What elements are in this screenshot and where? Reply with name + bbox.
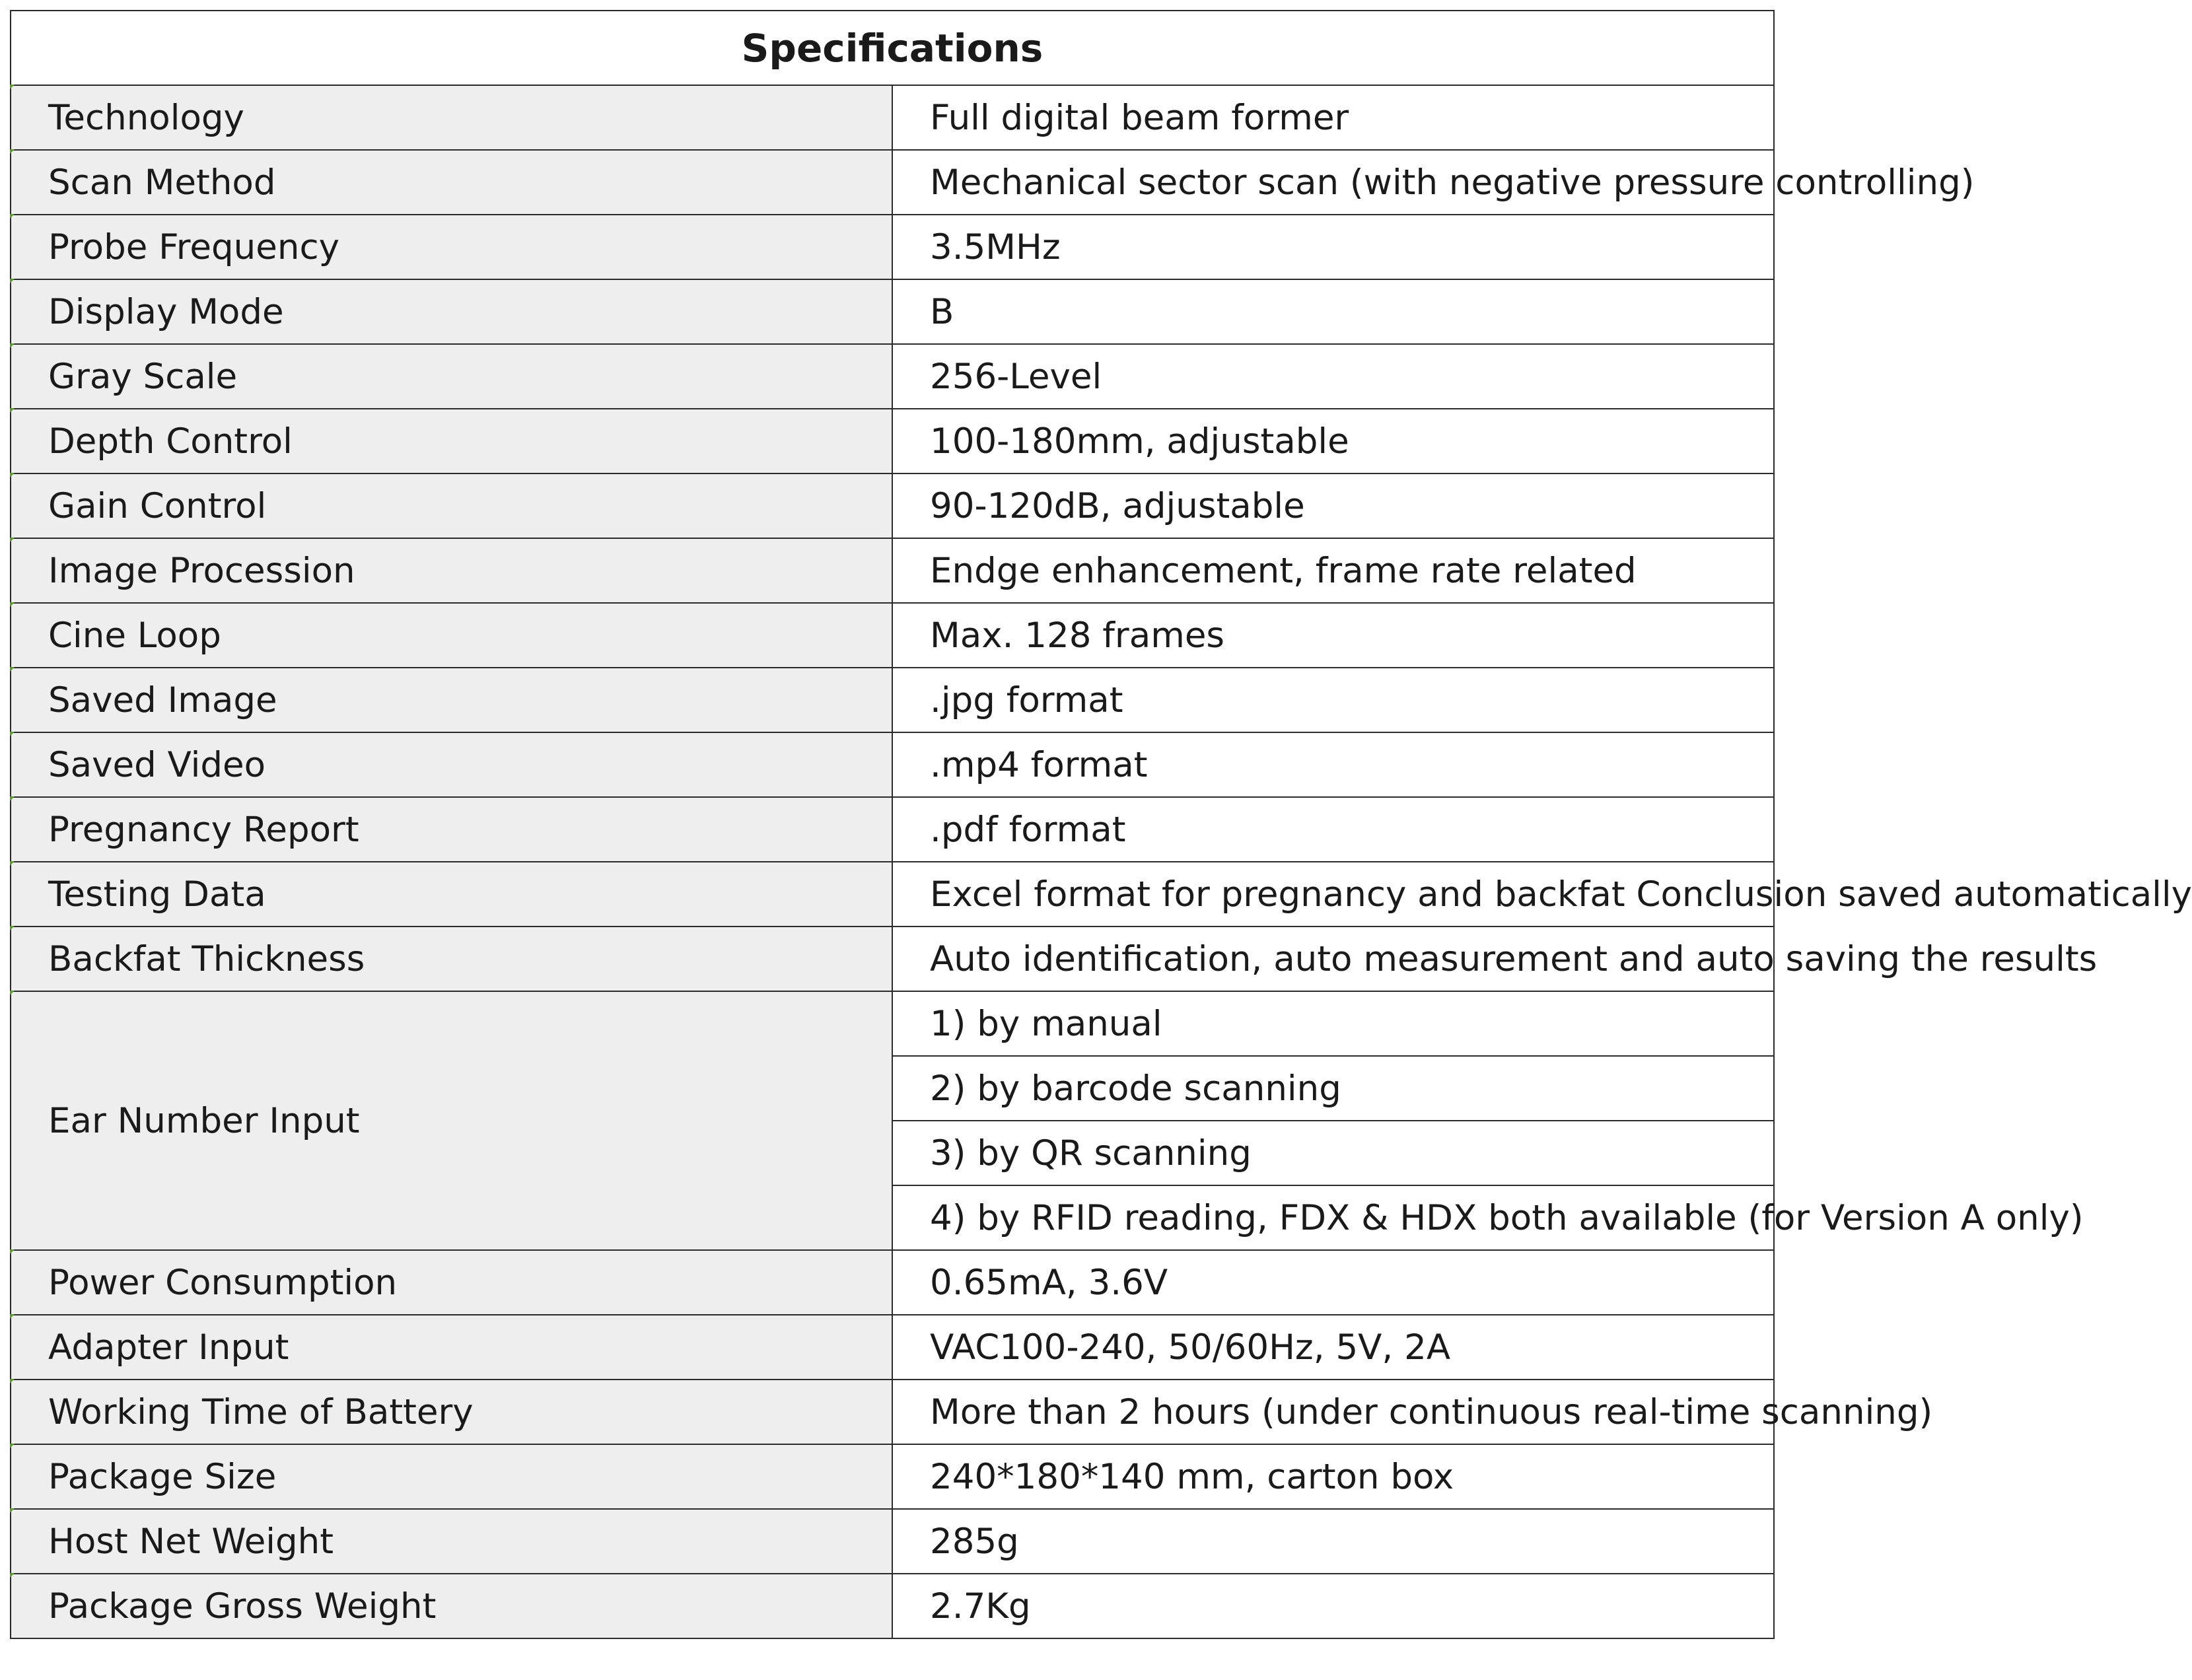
table-row bbox=[11, 1315, 1774, 1380]
table-row bbox=[11, 473, 1774, 538]
spec-label: Saved Image bbox=[11, 668, 892, 732]
spec-label: Package Size bbox=[11, 1444, 892, 1509]
spec-value: .mp4 format bbox=[892, 732, 1774, 797]
spec-label: Testing Data bbox=[11, 862, 892, 927]
spec-value: 4) by RFID reading, FDX & HDX both available (for Version A only) bbox=[892, 1185, 1774, 1250]
table-row-ear-number bbox=[11, 991, 1774, 1056]
table-row bbox=[11, 862, 1774, 927]
table-row bbox=[11, 668, 1774, 732]
table-row bbox=[11, 1380, 1774, 1444]
spec-label: Probe Frequency bbox=[11, 215, 892, 279]
specifications-table bbox=[10, 10, 2192, 1639]
table-row bbox=[11, 1250, 1774, 1315]
spec-value: VAC100-240, 50/60Hz, 5V, 2A bbox=[892, 1315, 1774, 1380]
spec-label: Cine Loop bbox=[11, 603, 892, 668]
table-row bbox=[11, 150, 1774, 215]
spec-value: 2.7Kg bbox=[892, 1574, 1774, 1638]
spec-label: Scan Method bbox=[11, 150, 892, 215]
table-row bbox=[11, 409, 1774, 473]
table-row bbox=[11, 1574, 1774, 1638]
spec-value: 3.5MHz bbox=[892, 215, 1774, 279]
spec-value: 240*180*140 mm, carton box bbox=[892, 1444, 1774, 1509]
spec-label: Depth Control bbox=[11, 409, 892, 473]
spec-label: Pregnancy Report bbox=[11, 797, 892, 862]
table-row bbox=[11, 603, 1774, 668]
spec-value: 3) by QR scanning bbox=[892, 1121, 1774, 1185]
spec-label: Saved Video bbox=[11, 732, 892, 797]
spec-value: 0.65mA, 3.6V bbox=[892, 1250, 1774, 1315]
spec-value: Full digital beam former bbox=[892, 85, 1774, 150]
spec-value: Max. 128 frames bbox=[892, 603, 1774, 668]
spec-label: Gain Control bbox=[11, 473, 892, 538]
table-row bbox=[11, 538, 1774, 603]
table-row bbox=[11, 344, 1774, 409]
table-row bbox=[11, 1444, 1774, 1509]
spec-value: 90-120dB, adjustable bbox=[892, 473, 1774, 538]
spec-label: Display Mode bbox=[11, 279, 892, 344]
spec-value: Mechanical sector scan (with negative pressure controlling) bbox=[892, 150, 1774, 215]
spec-label: Image Procession bbox=[11, 538, 892, 603]
spec-label: Gray Scale bbox=[11, 344, 892, 409]
table-row bbox=[11, 279, 1774, 344]
table-row bbox=[11, 732, 1774, 797]
spec-label: Package Gross Weight bbox=[11, 1574, 892, 1638]
spec-label: Ear Number Input bbox=[11, 991, 892, 1250]
table-row bbox=[11, 85, 1774, 150]
spec-value: Endge enhancement, frame rate related bbox=[892, 538, 1774, 603]
table-row bbox=[11, 797, 1774, 862]
spec-value: Excel format for pregnancy and backfat Conclusion saved automatically bbox=[892, 862, 1774, 927]
spec-value: 256-Level bbox=[892, 344, 1774, 409]
spec-value: .jpg format bbox=[892, 668, 1774, 732]
table-title: Specifications bbox=[11, 11, 1774, 85]
spec-value: Auto identification, auto measurement and auto saving the results bbox=[892, 927, 1774, 991]
spec-value: 2) by barcode scanning bbox=[892, 1056, 1774, 1121]
spec-label: Backfat Thickness bbox=[11, 927, 892, 991]
spec-value: 285g bbox=[892, 1509, 1774, 1574]
spec-label: Working Time of Battery bbox=[11, 1380, 892, 1444]
spec-label: Adapter Input bbox=[11, 1315, 892, 1380]
table-row bbox=[11, 215, 1774, 279]
spec-value: B bbox=[892, 279, 1774, 344]
spec-value: .pdf format bbox=[892, 797, 1774, 862]
spec-label: Host Net Weight bbox=[11, 1509, 892, 1574]
spec-label: Technology bbox=[11, 85, 892, 150]
spec-label: Power Consumption bbox=[11, 1250, 892, 1315]
spec-value: More than 2 hours (under continuous real-time scanning) bbox=[892, 1380, 1774, 1444]
spec-value: 1) by manual bbox=[892, 991, 1774, 1056]
table-row bbox=[11, 1509, 1774, 1574]
table-row bbox=[11, 927, 1774, 991]
spec-value: 100-180mm, adjustable bbox=[892, 409, 1774, 473]
